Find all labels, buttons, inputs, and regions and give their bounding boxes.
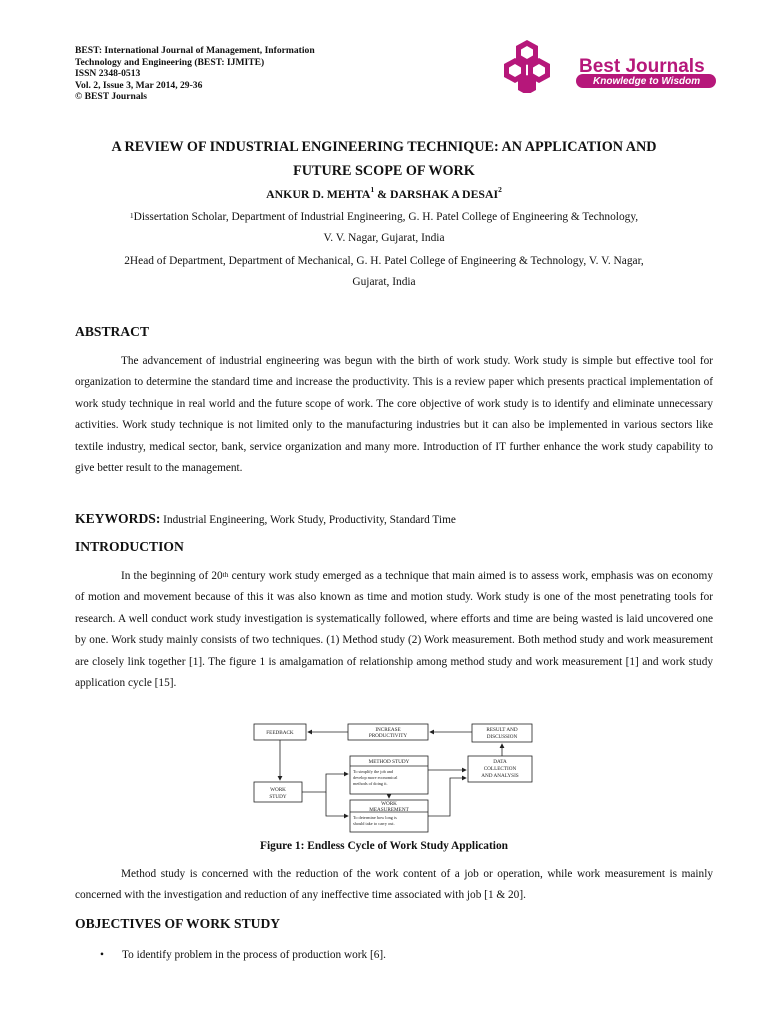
abstract-text: The advancement of industrial engineering was begun with the birth of work study. Work study is simple but effective tool for organization to determine the standard time and increase the productivity. This is a review paper which presents practical implementation of work study technique in real world and the future scope of work. The core objective of work study is to identify and eliminate unnecessary activities. Work study technique is not limited only to the manufacturing industries but it can also be implemented in various sectors like textile industry, medical sector, bank, service organization and many more. Introduction of IT further enhance the work study capability to give better result to the management. (75, 355, 713, 475)
fig-ws-2: STUDY (269, 794, 287, 800)
fig-increase-2: PRODUCTIVITY (368, 733, 408, 739)
abstract-body (75, 351, 713, 479)
aff1-line2: V. V. Nagar, Gujarat, India (323, 232, 445, 244)
objective-item-text: To identify problem in the process of production work [6]. (122, 949, 386, 961)
journal-name-line1: BEST: International Journal of Management, Information (75, 45, 315, 56)
introduction-body (75, 566, 713, 694)
logo-tagline: Knowledge to Wisdom (593, 76, 701, 87)
fig-method-1: To simplify the job and (353, 769, 394, 774)
intro-text-pre: In the beginning of 20 (121, 570, 223, 582)
bullet-dot: • (100, 949, 104, 961)
fig-data-3: AND ANALYSIS (481, 773, 519, 779)
method-study-body (75, 864, 713, 907)
figure-caption: Figure 1: Endless Cycle of Work Study Application (260, 840, 508, 852)
work-study-cycle-figure (250, 720, 536, 835)
journal-issn: ISSN 2348-0513 (75, 68, 141, 80)
journal-volume: Vol. 2, Issue 3, Mar 2014, 29-36 (75, 79, 203, 91)
author-1-sup: 1 (370, 185, 375, 194)
title-line-2: FUTURE SCOPE OF WORK (293, 163, 475, 179)
fig-method-title: METHOD STUDY (368, 759, 410, 765)
paper-title (60, 135, 708, 183)
author-separator: & (374, 187, 390, 201)
intro-text-sup: th (222, 570, 229, 579)
aff1-sup: 1 (129, 211, 134, 220)
affiliation-1 (60, 207, 708, 249)
author-2: DARSHAK A DESAI (389, 187, 499, 201)
fig-result-1: RESULT AND (486, 727, 518, 733)
fig-result-2: DISCUSSION (486, 734, 518, 740)
keywords-text: Industrial Engineering, Work Study, Productivity, Standard Time (160, 514, 456, 526)
journal-copyright: © BEST Journals (75, 91, 148, 103)
fig-method-2: develop more economical (353, 775, 398, 780)
author-1: ANKUR D. MEHTA (266, 187, 371, 201)
aff1-line1: Dissertation Scholar, Department of Industrial Engineering, G. H. Patel College of Engineering & Technology, (133, 211, 639, 223)
abstract-heading: ABSTRACT (75, 324, 150, 339)
authors (60, 187, 708, 202)
journal-info (75, 45, 315, 103)
fig-ws-1: WORK (270, 787, 286, 793)
fig-wm-2: MEASUREMENT (369, 807, 409, 813)
intro-text-post: century work study emerged as a technique that main aimed is to assess work, emphasis was on economy of motion and movement because of this it was also known as time and motion study. Work study is one of the most penetrating tools for research. A well conduct work study investigation is systematically followed, where efforts and time are being wasted is laid uncovered one by one. Work study mainly consists of two techniques. (1) Method study (2) Work measurement. Both method study and work measurement are closely link together [1]. The figure 1 is amalgamation of relationship among method study and work measurement [1] and work study application cycle [15]. (75, 570, 713, 690)
aff2-line2: Gujarat, India (352, 276, 416, 288)
fig-data-2: COLLECTION (483, 766, 517, 772)
fig-feedback: FEEDBACK (266, 730, 294, 736)
fig-data-1: DATA (493, 759, 507, 765)
fig-increase-1: INCREASE (375, 727, 401, 733)
introduction-heading: INTRODUCTION (75, 539, 184, 554)
aff2-line1: 2Head of Department, Department of Mechanical, G. H. Patel College of Engineering & Technology, V. V. Nagar, (124, 255, 644, 267)
logo-title: Best Journals (579, 56, 705, 77)
affiliation-2 (60, 251, 708, 293)
journal-name-line2: Technology and Engineering (BEST: IJMITE) (75, 56, 265, 68)
method-study-text: Method study is concerned with the reduction of the work content of a job or operation, while work measurement is mainly concerned with the investigation and reduction of any ineffective time associated with job [1 & 20]. (75, 868, 713, 902)
title-line-1: A REVIEW OF INDUSTRIAL ENGINEERING TECHNIQUE: AN APPLICATION AND (111, 139, 657, 155)
fig-wm-4: should take to carry out. (353, 821, 395, 826)
fig-method-3: methods of doing it. (353, 781, 388, 786)
fig-wm-3: To determine how long is (353, 815, 397, 820)
objectives-heading: OBJECTIVES OF WORK STUDY (75, 916, 281, 931)
keywords (75, 511, 456, 527)
author-2-sup: 2 (498, 185, 502, 194)
fig-wm-1: WORK (381, 801, 397, 807)
keywords-label: KEYWORDS: (75, 511, 161, 526)
